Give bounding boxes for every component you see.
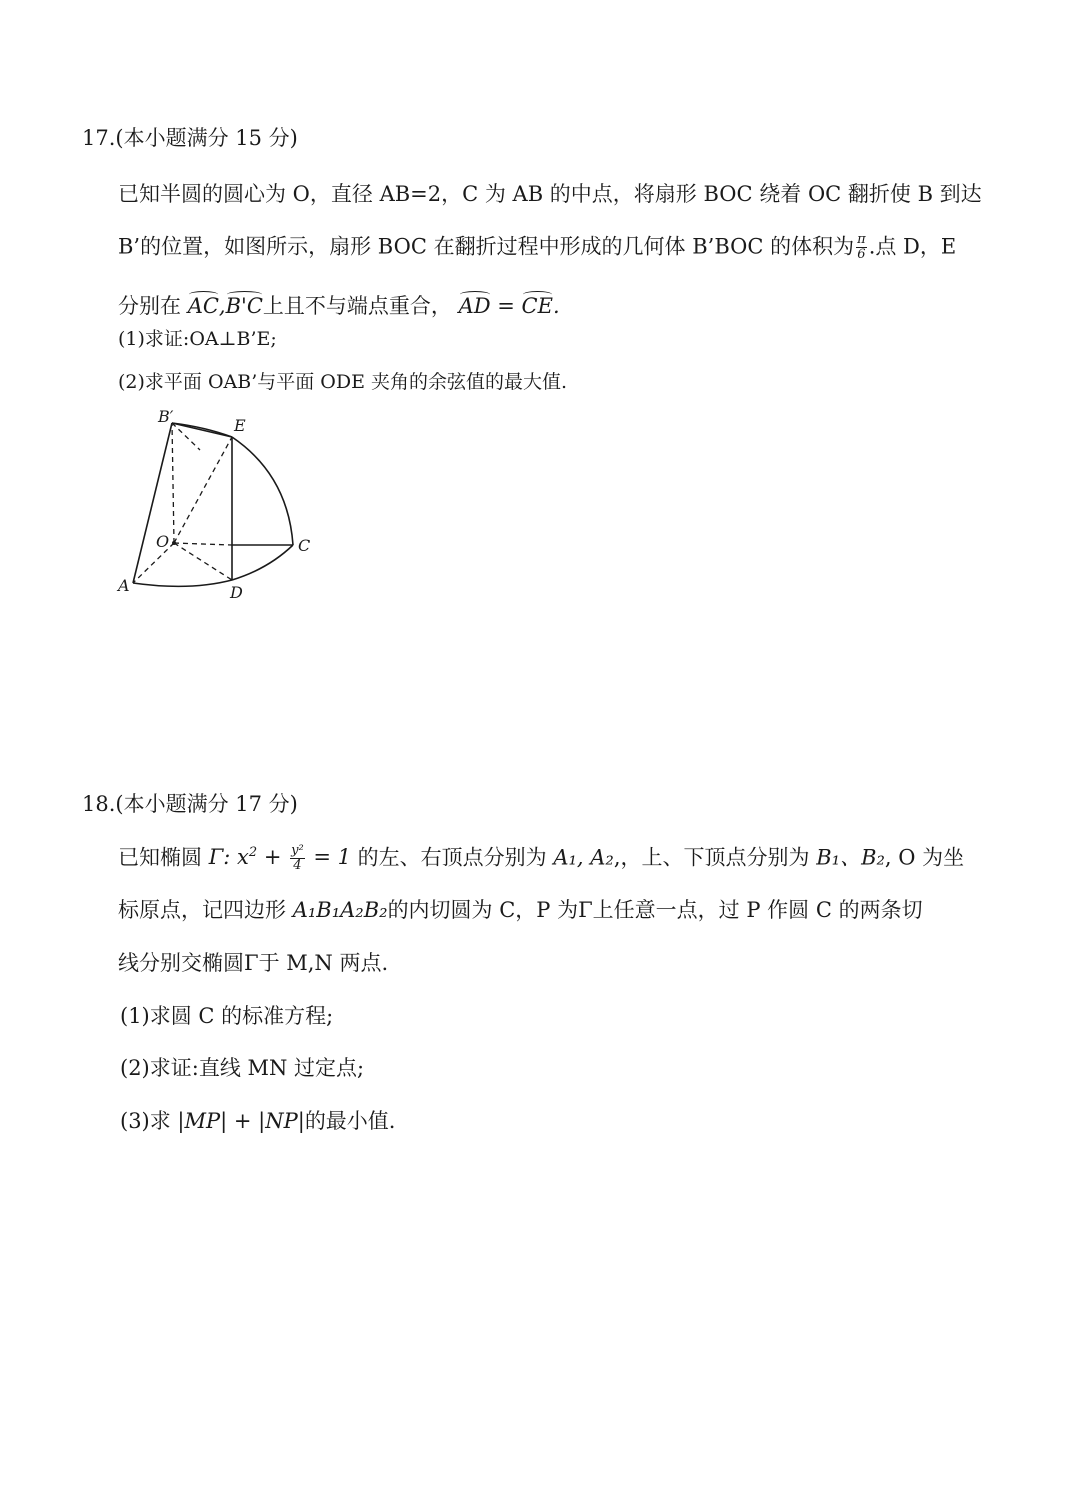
distance-sum-expression: |MP| + |NP| <box>177 1109 305 1133</box>
edge-b-prime-e-chord <box>172 423 232 437</box>
arc-ad: AD <box>458 294 491 318</box>
dashed-o-c <box>174 543 232 545</box>
arc-e-c <box>232 437 293 545</box>
arc-ac: AC <box>187 294 219 318</box>
q17-geometry-figure <box>110 405 340 605</box>
q18-subquestion-3: (3)求 |MP| + |NP|的最小值. <box>120 1109 396 1133</box>
arc-b-prime-c: B'C <box>225 294 263 318</box>
q18-line-3: 线分别交椭圆Γ于 M,N 两点. <box>118 951 389 975</box>
q18-subquestion-2: (2)求证:直线 MN 过定点; <box>120 1056 365 1080</box>
q18-header: 18.(本小题满分 17 分) <box>82 792 298 816</box>
label-d: D <box>230 583 243 602</box>
q17-volume-fraction: $\frac{\pi}{6}$ <box>857 232 866 263</box>
label-a: A <box>118 576 130 595</box>
dashed-o-d <box>174 543 232 580</box>
label-o: O <box>156 532 170 551</box>
label-c: C <box>298 536 311 555</box>
q17-subquestion-2: (2)求平面 OAB’与平面 ODE 夹角的余弦值的最大值. <box>118 371 568 393</box>
edge-a-b-prime <box>133 423 172 583</box>
q17-line-2 <box>118 233 956 263</box>
point-o <box>172 541 176 545</box>
q18-line-1: 已知椭圆 Γ: $x^2$ + $\frac{\text{y²}}{4}$ = 1 的左、右顶点分别为 A₁, A₂,，上、下顶点分别为 B₁、B₂, O 为坐 <box>118 843 965 874</box>
q17-line-2-text: B’的位置，如图所示，扇形 BOC 在翻折过程中形成的几何体 B’BOC 的体积为 <box>118 234 855 259</box>
dashed-o-e <box>174 437 232 543</box>
arc-a-d-c <box>133 545 293 586</box>
q17-header: 17.(本小题满分 15 分) <box>82 126 298 150</box>
q17-line-2-tail: .点 D，E <box>868 234 957 259</box>
dashed-o-b-prime <box>172 423 174 543</box>
label-b-prime: B′ <box>158 407 174 426</box>
q17-line-1: 已知半圆的圆心为 O，直径 AB=2，C 为 AB 的中点，将扇形 BOC 绕着 OC 翻折使 B 到达 <box>118 182 982 206</box>
quadrilateral-name: A₁B₁A₂B₂ <box>292 898 388 922</box>
ellipse-equation: Γ: $x^2$ + $\frac{\text{y²}}{4}$ = 1 <box>208 843 351 874</box>
q17-line-3: 分别在 AC,B'C上且不与端点重合， AD = CE. <box>118 294 560 318</box>
q18-subquestion-1: (1)求圆 C 的标准方程; <box>120 1004 334 1028</box>
arc-ce: CE <box>521 294 553 318</box>
q17-subquestion-1: (1)求证:OA⊥B’E; <box>118 328 277 350</box>
q18-line-2: 标原点，记四边形 A₁B₁A₂B₂的内切圆为 C，P 为Γ上任意一点，过 P 作圆 C 的两条切 <box>118 898 923 922</box>
label-e: E <box>234 416 246 435</box>
